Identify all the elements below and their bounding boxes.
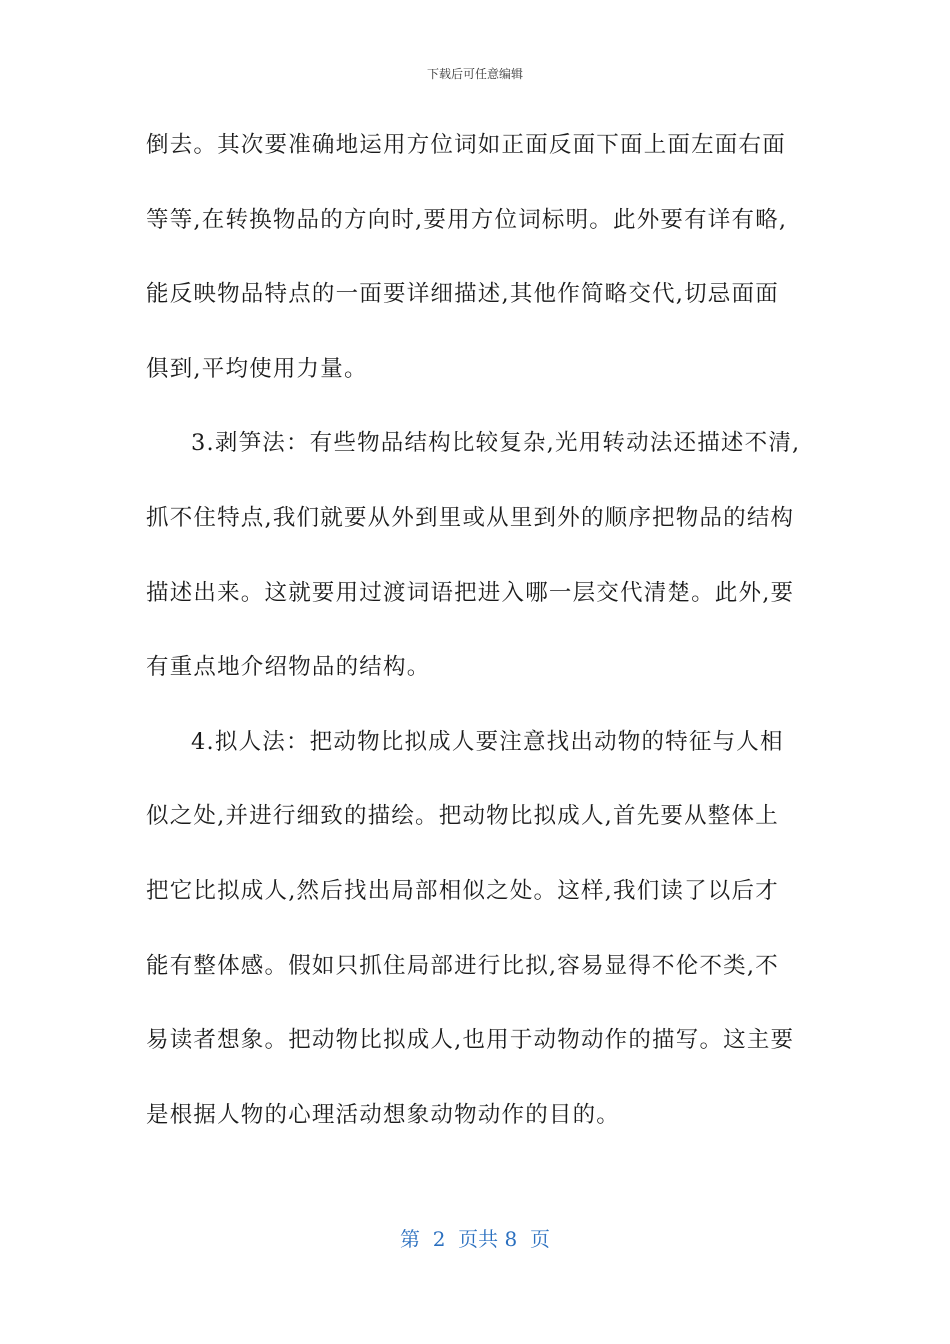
body-text-line: 4.拟人法：把动物比拟成人要注意找出动物的特征与人相 [191,728,784,755]
body-text-line: 似之处,并进行细致的描绘。把动物比拟成人,首先要从整体上 [146,803,779,830]
body-text-line: 易读者想象。把动物比拟成人,也用于动物动作的描写。这主要 [146,1027,795,1054]
body-text-line: 是根据人物的心理活动想象动物动作的目的。 [146,1101,621,1128]
page-header: 下载后可任意编辑 [426,67,523,81]
body-text-line: 能有整体感。假如只抓住局部进行比拟,容易显得不伦不类,不 [146,952,779,979]
body-text-line: 俱到,平均使用力量。 [146,355,368,382]
body-text-line: 能反映物品特点的一面要详细描述,其他作简略交代,切忌面面 [146,281,779,308]
body-text-line: 把它比拟成人,然后找出局部相似之处。这样,我们读了以后才 [146,877,779,904]
body-text-line: 有重点地介绍物品的结构。 [146,654,431,681]
body-text-line: 倒去。其次要准确地运用方位词如正面反面下面上面左面右面 [146,132,786,158]
body-text-line: 描述出来。这就要用过渡词语把进入哪一层交代清楚。此外,要 [146,579,795,606]
body-text-line: 3.剥笋法：有些物品结构比较复杂,光用转动法还描述不清, [191,430,801,457]
body-text-line: 抓不住特点,我们就要从外到里或从里到外的顺序把物品的结构 [146,504,795,531]
body-text-line: 等等,在转换物品的方向时,要用方位词标明。此外要有详有略, [146,206,788,233]
page-number-footer: 第 2 页共 8 页 [400,1227,550,1251]
document-body [146,108,814,1152]
